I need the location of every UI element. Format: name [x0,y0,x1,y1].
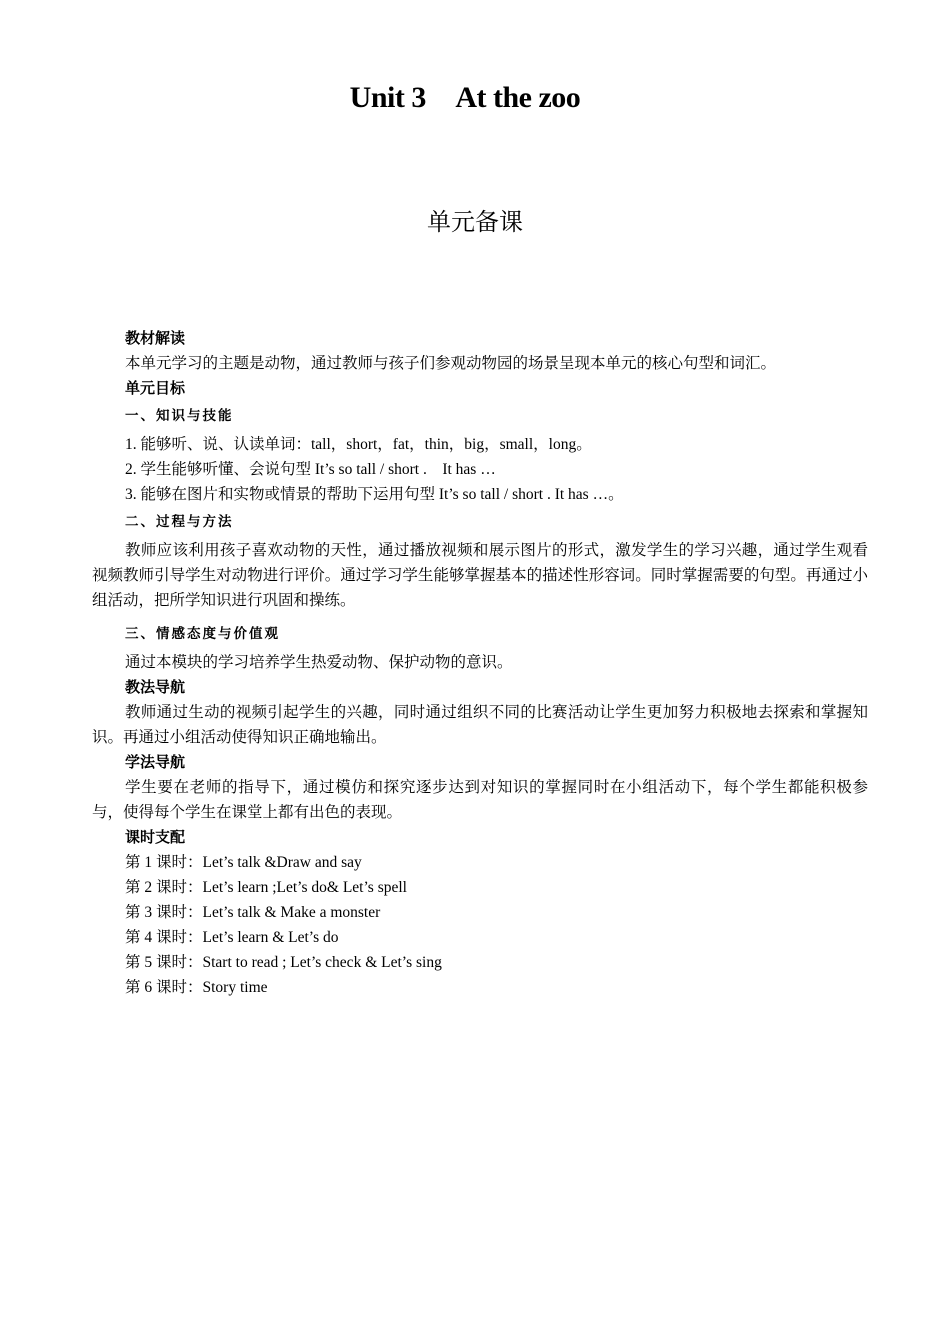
document-title: Unit 3 At the zoo [349,81,581,114]
schedule-item: 第 6 课时：Story time [125,979,268,996]
learning-heading: 学法导航 [125,753,186,771]
knowledge-item: 3. 能够在图片和实物或情景的帮助下运用句型 It’s so tall / short . It has …。 [125,486,624,503]
learning-text: 学生要在老师的指导下，通过模仿和探究逐步达到对知识的掌握同时在小组活动下，每个学生都能积极参与，使得每个学生在课堂上都有出色的表现。 [92,779,868,821]
document-subtitle: 单元备课 [427,208,523,236]
teaching-text: 教师通过生动的视频引起学生的兴趣，同时通过组织不同的比赛活动让学生更加努力积极地去探索和掌握知识。再通过小组活动使得知识正确地输出。 [92,704,868,746]
values-heading: 三、情感态度与价值观 [125,626,280,642]
schedule-item: 第 4 课时：Let’s learn & Let’s do [125,929,339,946]
knowledge-heading: 一、知识与技能 [125,408,234,424]
schedule-item: 第 5 课时：Start to read ; Let’s check & Let’s sing [125,954,442,971]
schedule-item: 第 1 课时：Let’s talk &Draw and say [125,854,362,871]
process-text: 教师应该利用孩子喜欢动物的天性，通过播放视频和展示图片的形式，激发学生的学习兴趣，通过学生观看视频教师引导学生对动物进行评价。通过学习学生能够掌握基本的描述性形容词。同时掌握需要的句型。再通过小组活动，把所学知识进行巩固和操练。 [92,542,868,609]
material-text: 本单元学习的主题是动物，通过教师与孩子们参观动物园的场景呈现本单元的核心句型和词汇。 [125,355,777,372]
schedule-item: 第 2 课时：Let’s learn ;Let’s do& Let’s spell [125,879,407,896]
material-heading: 教材解读 [125,329,186,347]
process-heading: 二、过程与方法 [125,514,234,530]
knowledge-item: 2. 学生能够听懂、会说句型 It’s so tall / short . It has … [125,461,496,478]
values-text: 通过本模块的学习培养学生热爱动物、保护动物的意识。 [125,654,513,671]
schedule-item: 第 3 课时：Let’s talk & Make a monster [125,904,381,921]
knowledge-item: 1. 能够听、说、认读单词：tall，short，fat，thin，big，small，long。 [125,436,592,453]
schedule-heading: 课时支配 [125,828,186,846]
teaching-heading: 教法导航 [125,678,186,696]
document-body [92,326,868,1000]
goals-heading: 单元目标 [125,379,186,397]
